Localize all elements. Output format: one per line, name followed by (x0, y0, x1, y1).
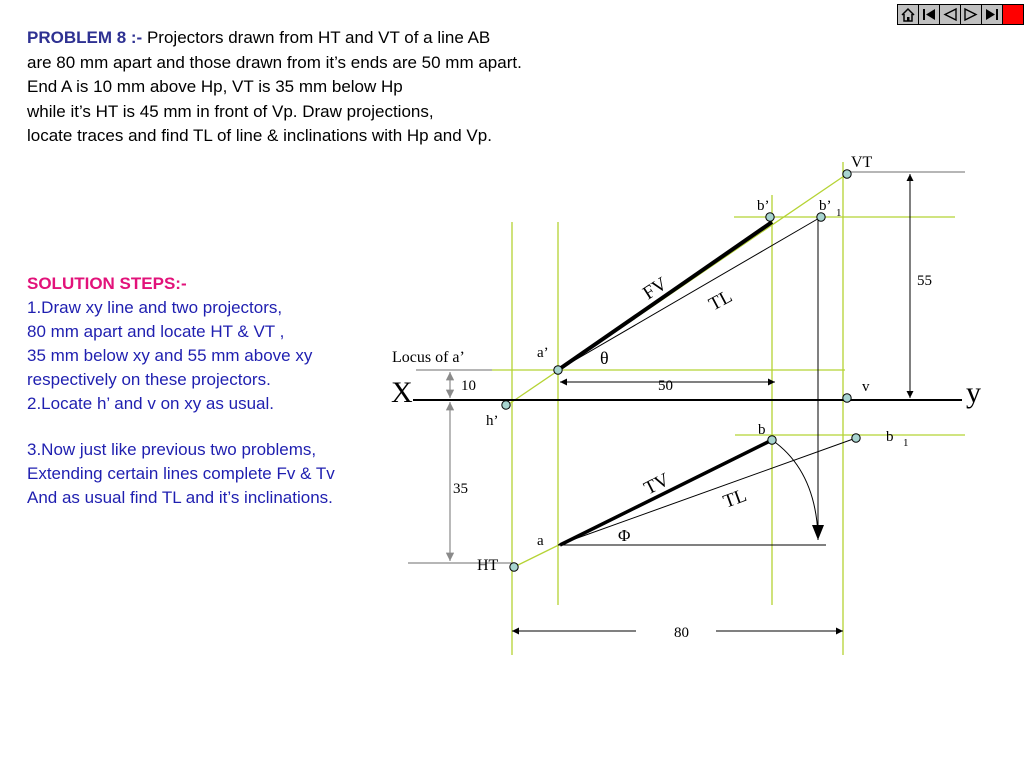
tl-top (558, 438, 856, 545)
point-b-dash (766, 213, 774, 221)
problem-heading: PROBLEM 8 :- (27, 28, 143, 47)
point-h-dash (502, 401, 510, 409)
problem-line-4: while it’s HT is 45 mm in front of Vp. Draw projections, (27, 101, 434, 121)
step-line: 2.Locate h’ and v on xy as usual. (27, 394, 274, 413)
label-a: a (537, 533, 544, 549)
problem-line-5: locate traces and find TL of line & inclinations with Hp and Vp. (27, 126, 492, 145)
label-b1-dash-sub: 1 (836, 207, 842, 219)
label-fv: FV (639, 273, 672, 305)
label-b1-dash: b’ (819, 198, 832, 214)
dim-label-80: 80 (674, 625, 689, 641)
step-line: 80 mm apart and locate HT & VT , (27, 322, 285, 341)
step-line: 35 mm below xy and 55 mm above xy (27, 346, 313, 365)
label-a-dash: a’ (537, 345, 549, 361)
point-ht (510, 563, 518, 571)
label-b1: b (886, 429, 894, 445)
step-line: 1.Draw xy line and two projectors, (27, 298, 283, 317)
dim-label-50: 50 (658, 378, 673, 394)
fv-line (558, 222, 772, 370)
label-y: y (966, 376, 981, 409)
label-tl-front: TL (705, 285, 736, 316)
dim-label-55: 55 (917, 273, 932, 289)
point-b1-dash (817, 213, 825, 221)
label-tv: TV (640, 469, 673, 500)
label-tl-top: TL (720, 485, 750, 513)
dim-label-10: 10 (461, 378, 476, 394)
label-b: b (758, 422, 766, 438)
projector-lines (492, 162, 965, 655)
point-a-dash (554, 366, 562, 374)
step-line: respectively on these projectors. (27, 370, 271, 389)
label-b1-sub: 1 (903, 437, 909, 449)
label-v: v (862, 379, 870, 395)
problem-line-3: End A is 10 mm above Hp, VT is 35 mm below Hp (27, 77, 403, 96)
label-h-dash: h’ (486, 413, 499, 429)
label-locus: Locus of a’ (392, 349, 465, 366)
point-b (768, 436, 776, 444)
label-phi: Φ (618, 526, 631, 545)
problem-line-2: are 80 mm apart and those drawn from it’s ends are 50 mm apart. (27, 52, 522, 72)
label-x: X (391, 376, 413, 409)
step-line: And as usual find TL and it’s inclinations. (27, 488, 333, 507)
arc-arrowhead (812, 525, 824, 540)
dimension-reference-lines (408, 172, 965, 563)
step-line: 3.Now just like previous two problems, (27, 440, 317, 459)
step-line: Extending certain lines complete Fv & Tv (27, 464, 335, 483)
point-b1 (852, 434, 860, 442)
problem-line-1: PROBLEM 8 :- Projectors drawn from HT and VT of a line AB (27, 28, 491, 47)
point-v (843, 394, 851, 402)
label-theta: θ (600, 348, 609, 368)
label-ht: HT (477, 557, 499, 574)
dim-label-35: 35 (453, 481, 468, 497)
solution-heading: SOLUTION STEPS:- (27, 274, 187, 293)
tl-front (558, 217, 821, 370)
label-vt: VT (851, 154, 873, 171)
point-vt (843, 170, 851, 178)
label-b-dash: b’ (757, 198, 770, 214)
